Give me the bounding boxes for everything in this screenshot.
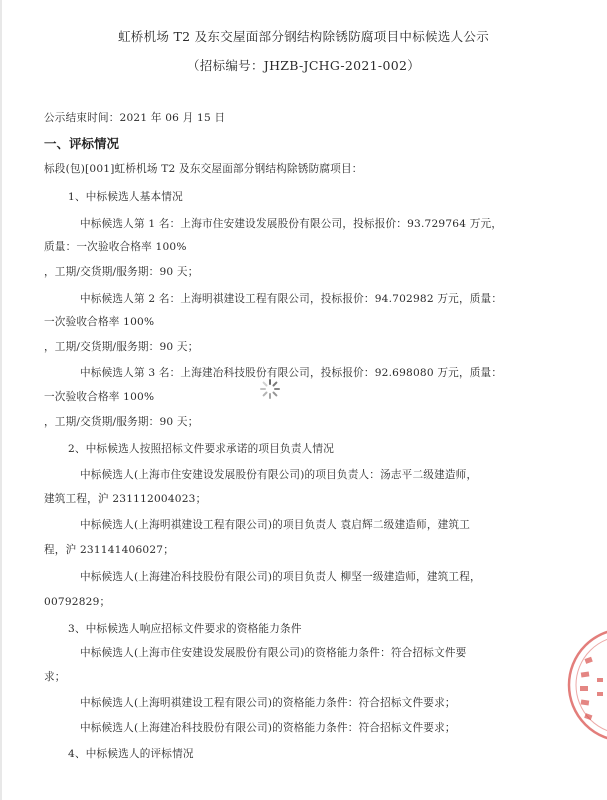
qual-3-line-1: 中标候选人(上海建冶科技股份有限公司)的资格能力条件：符合招标文件要求； — [80, 722, 456, 734]
candidate-3-line-1: 中标候选人第 3 名：上海建冶科技股份有限公司，投标报价：92.698080 万元，质量： — [80, 367, 503, 379]
loading-spinner-icon — [259, 378, 281, 400]
candidate-2-line-2: 一次验收合格率 100% — [44, 316, 155, 328]
end-time: 公示结束时间：2021 年 06 月 15 日 — [44, 112, 226, 124]
candidate-1-line-2: 质量：一次验收合格率 100% — [44, 241, 187, 253]
pm-3-line-2: 00792829； — [44, 596, 111, 608]
candidate-3-line-3: ，工期/交货期/服务期：90 天； — [44, 416, 199, 428]
red-seal-stamp — [563, 620, 607, 750]
qual-1-line-1: 中标候选人(上海市住安建设发展股份有限公司)的资格能力条件：符合招标文件要 — [80, 647, 467, 659]
bid-number: （招标编号：JHZB-JCHG-2021-002） — [186, 58, 421, 73]
candidate-2-line-3: ，工期/交货期/服务期：90 天； — [44, 341, 199, 353]
subheading-project-manager: 2、中标候选人按照招标文件要求承诺的项目负责人情况 — [68, 443, 334, 455]
subheading-qualification: 3、中标候选人响应招标文件要求的资格能力条件 — [68, 623, 302, 635]
subheading-evaluation-details: 4、中标候选人的评标情况 — [68, 748, 194, 760]
candidate-2-line-1: 中标候选人第 2 名：上海明祺建设工程有限公司，投标报价：94.702982 万元，质量： — [80, 293, 503, 305]
page-edge-shadow — [0, 0, 2, 800]
section-heading-evaluation: 一、评标情况 — [44, 136, 120, 151]
pm-2-line-1: 中标候选人(上海明祺建设工程有限公司)的项目负责人 袁启辉二级建造师，建筑工 — [80, 519, 471, 531]
candidate-3-line-2: 一次验收合格率 100% — [44, 391, 155, 403]
lot-line: 标段(包)[001]虹桥机场 T2 及东交屋面部分钢结构除锈防腐项目： — [44, 163, 363, 175]
qual-2-line-1: 中标候选人(上海明祺建设工程有限公司)的资格能力条件：符合招标文件要求； — [80, 697, 456, 709]
candidate-1-line-3: ，工期/交货期/服务期：90 天； — [44, 266, 199, 278]
document-title: 虹桥机场 T2 及东交屋面部分钢结构除锈防腐项目中标候选人公示 — [117, 29, 490, 44]
subheading-basic-info: 1、中标候选人基本情况 — [68, 191, 183, 203]
candidate-1-line-1: 中标候选人第 1 名：上海市住安建设发展股份有限公司，投标报价：93.729764 万元， — [80, 218, 503, 230]
pm-2-line-2: 程，沪 231141406027； — [44, 544, 175, 556]
qual-1-line-2: 求； — [44, 671, 66, 683]
pm-1-line-1: 中标候选人(上海市住安建设发展股份有限公司)的项目负责人：汤志平二级建造师， — [80, 469, 478, 481]
pm-3-line-1: 中标候选人(上海建冶科技股份有限公司)的项目负责人 柳坚一级建造师，建筑工程， — [80, 571, 481, 583]
pm-1-line-2: 建筑工程，沪 231112004023； — [44, 493, 207, 505]
